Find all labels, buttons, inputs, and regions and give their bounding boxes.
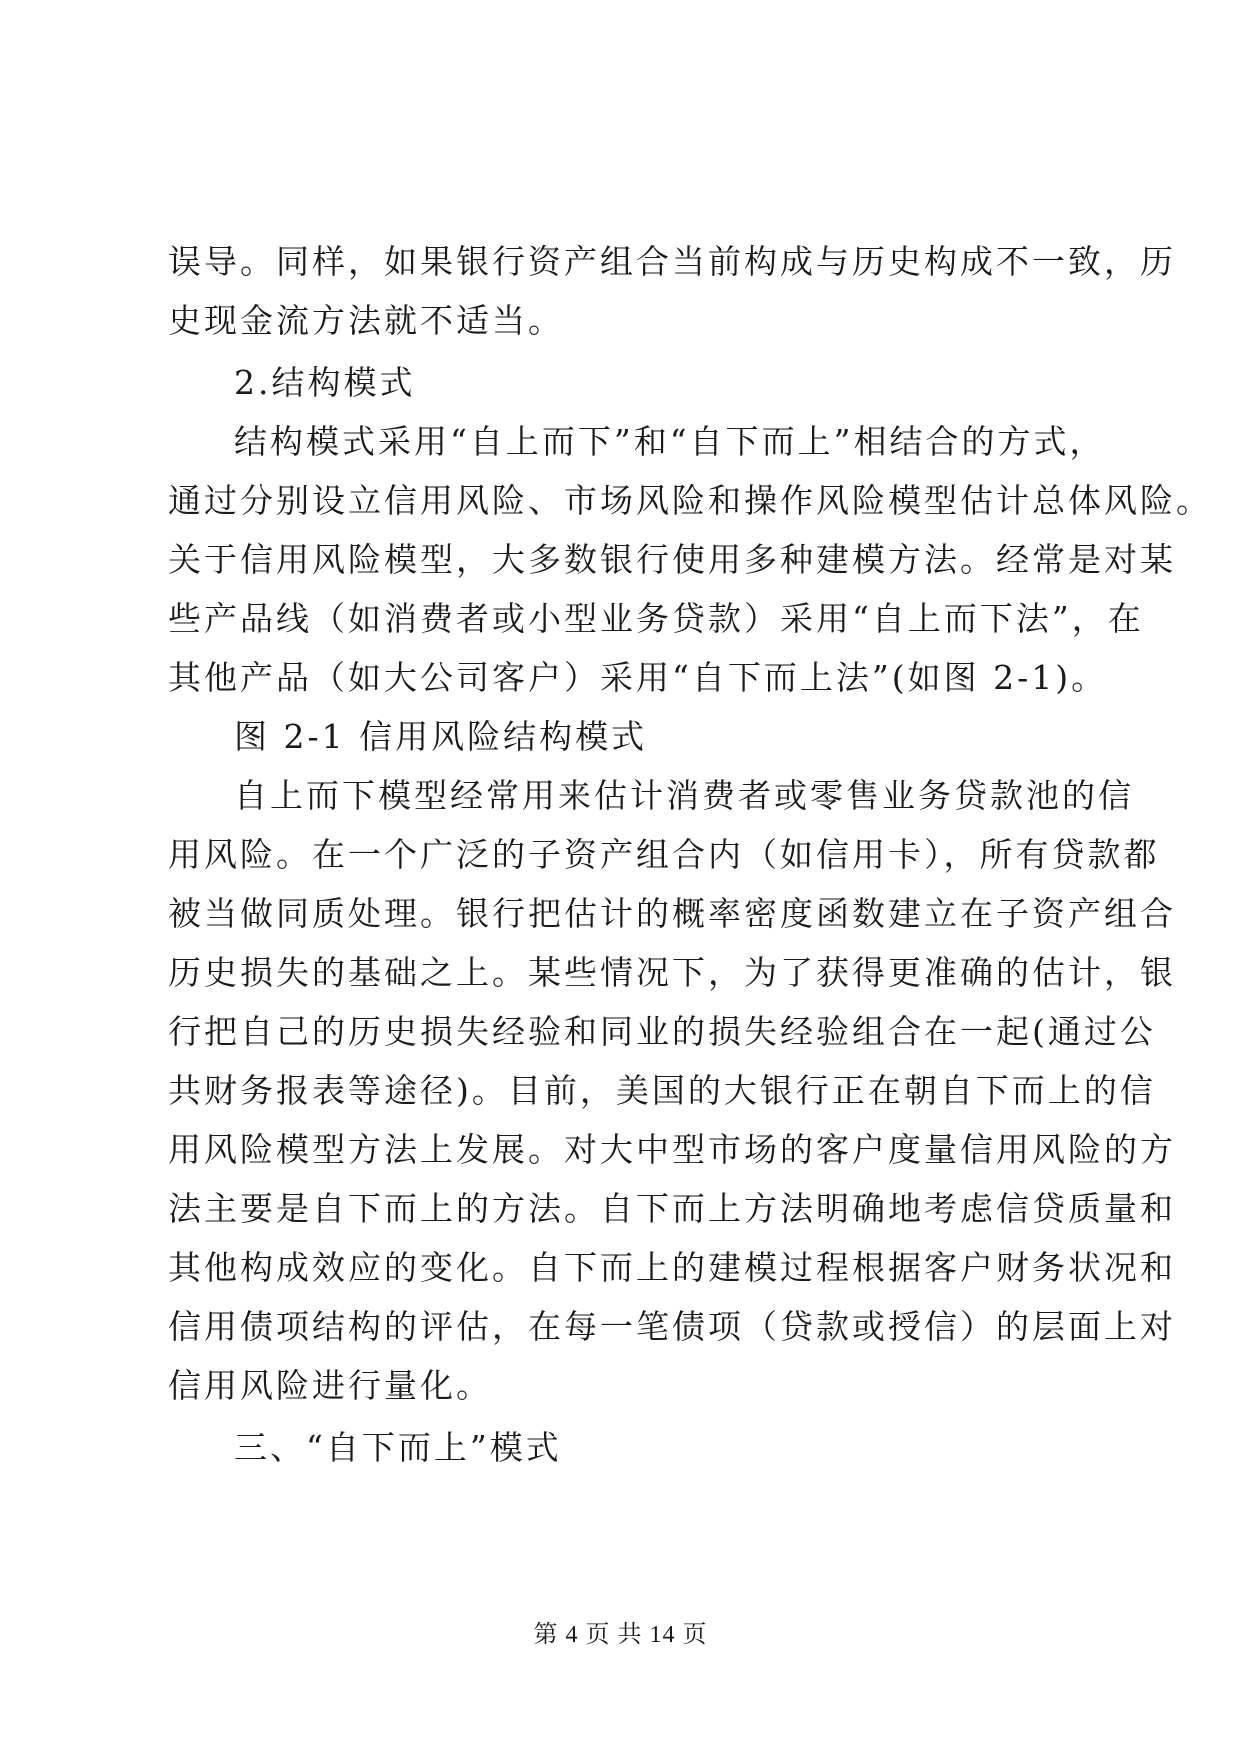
text-line: 误导。同样，如果银行资产组合当前构成与历史构成不一致，历 — [168, 242, 1176, 281]
text-line: 自上而下模型经常用来估计消费者或零售业务贷款池的信 — [234, 776, 1134, 815]
text-line: 些产品线（如消费者或小型业务贷款）采用“自上而下法”，在 — [168, 599, 1144, 638]
text-line: 行把自己的历史损失经验和同业的损失经验组合在一起(通过公 — [168, 1012, 1156, 1051]
paragraph — [168, 412, 1212, 707]
text-line: 信用风险进行量化。 — [168, 1366, 492, 1405]
paragraph — [168, 766, 1176, 1415]
text-line: 信用债项结构的评估，在每一笔债项（贷款或授信）的层面上对 — [168, 1307, 1176, 1346]
text-line: 关于信用风险模型，大多数银行使用多种建模方法。经常是对某 — [168, 540, 1176, 579]
text-line: 史现金流方法就不适当。 — [168, 301, 564, 340]
text-line: 其他构成效应的变化。自下而上的建模过程根据客户财务状况和 — [168, 1248, 1176, 1287]
page-number-footer: 第 4 页 共 14 页 — [533, 1622, 708, 1648]
paragraph — [168, 232, 1176, 350]
figure-caption: 图 2-1 信用风险结构模式 — [234, 717, 648, 756]
text-line: 法主要是自下而上的方法。自下而上方法明确地考虑信贷质量和 — [168, 1189, 1176, 1228]
text-line: 其他产品（如大公司客户）采用“自下而上法”(如图 2-1)。 — [168, 658, 1108, 697]
text-line: 被当做同质处理。银行把估计的概率密度函数建立在子资产组合 — [168, 894, 1176, 933]
document-body — [168, 232, 1212, 1477]
section-heading: 三、“自下而上”模式 — [234, 1428, 562, 1467]
text-line: 用风险模型方法上发展。对大中型市场的客户度量信用风险的方 — [168, 1130, 1176, 1169]
text-line: 通过分别设立信用风险、市场风险和操作风险模型估计总体风险。 — [168, 481, 1212, 520]
text-line: 共财务报表等途径)。目前，美国的大银行正在朝自下而上的信 — [168, 1071, 1156, 1110]
section-heading: 2.结构模式 — [234, 363, 416, 402]
text-line: 历史损失的基础之上。某些情况下，为了获得更准确的估计，银 — [168, 953, 1176, 992]
text-line: 结构模式采用“自上而下”和“自下而上”相结合的方式， — [234, 422, 1106, 461]
text-line: 用风险。在一个广泛的子资产组合内（如信用卡），所有贷款都 — [168, 835, 1160, 874]
